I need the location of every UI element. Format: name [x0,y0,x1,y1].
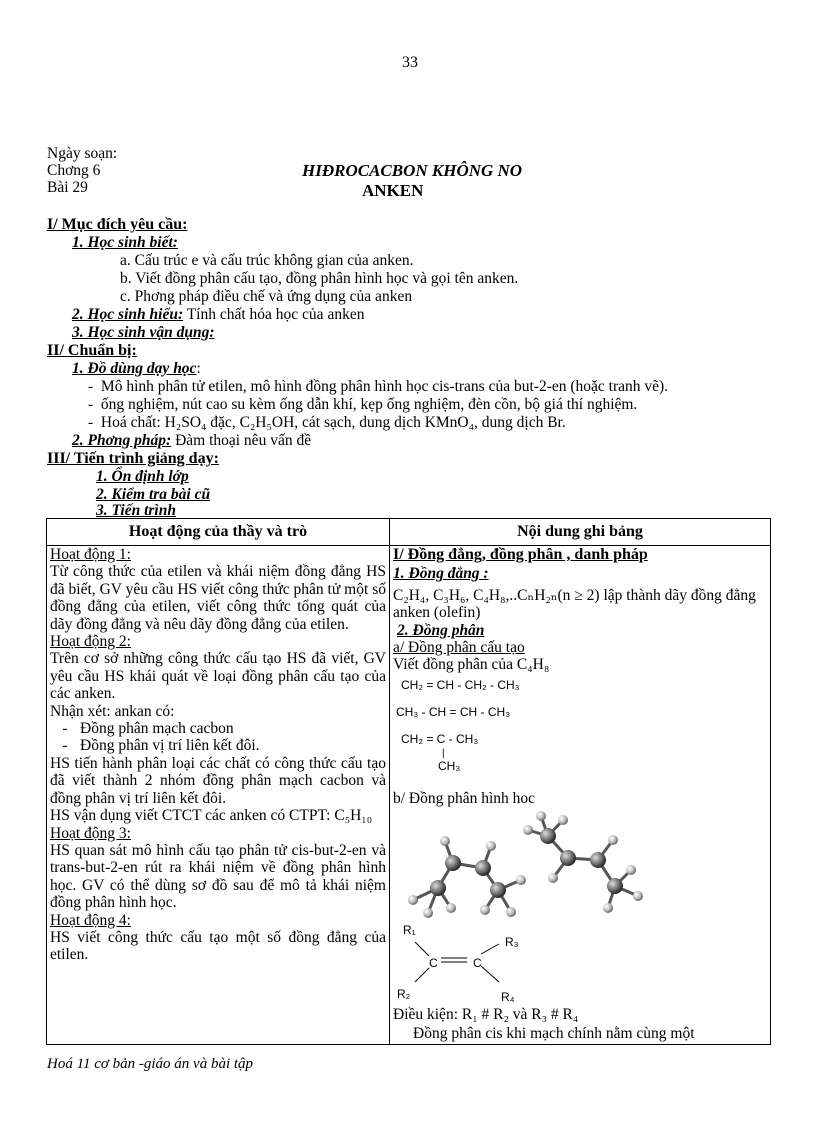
observation-label: Nhận xét: ankan có: [50,702,175,720]
section-1-sub-b: b. Viết đồng phân cấu tạo, đồng phân hình học và gọi tên anken. [120,270,519,287]
column-header-activities: Hoạt động của thầy và trò [47,519,390,546]
geometric-isomer-label: b/ Đồng phân hình hoc [393,790,536,807]
section-1-item-2 [72,306,364,324]
formula-branch-bond: | [442,748,445,759]
item-2-text: Tính chất hóa học của anken [183,306,365,323]
section-2-sub-1 [72,360,201,378]
activity-3-text: HS quan sát mô hình cấu tạo phân tử cis-but-2-en và trans-but-2-en rút ra khái niệm về đồng phân hình học. GV có thể dùng sơ đồ sau để mô tả khái niệm đồng phân hình học. [50,841,386,912]
cis-trans-models [393,808,767,938]
structural-isomer-text: Viết đồng phân của C₄H₈ [393,656,550,674]
activity-2-text-3: HS vận dụng viết CTCT các anken có CTPT: C₅H₁₀ [50,807,373,825]
activities-cell [47,546,390,1045]
observation-item: - Đồng phân mạch cacbon [62,720,234,738]
page-number: 33 [402,54,418,71]
scheme-r1: R₁ [403,923,416,937]
sub-2-label: 2. Phơng pháp: [72,432,172,449]
scheme-c1: C [429,956,438,970]
bullet-item: - ống nghiệm, nút cao su kèm ống dẫn khí, kẹp ống nghiệm, đèn cồn, bộ giá thí nghiệm. [88,396,638,413]
observation-text: Đồng phân vị trí liên kết đôi. [80,737,260,755]
section-1-item-3: 3. Học sinh vận dụng: [72,324,215,341]
homolog-label: 1. Đồng đẳng : [393,565,489,583]
section-3-item: 1. Ổn định lớp [96,468,189,485]
observation-text: Đồng phân mạch cacbon [80,720,234,738]
cis-definition-text: Đồng phân cis khi mạch chính nằm cùng một [413,1025,695,1042]
section-1-item-1: 1. Học sinh biết: [72,234,178,251]
page-footer: Hoá 11 cơ bản -giáo án và bài tập [47,1056,254,1072]
formula-4: CH₃ [438,759,461,773]
condition-text: Điều kiện: R₁ # R₂ và R₃ # R₄ [393,1006,579,1023]
scheme-c2: C [473,956,482,970]
activity-1-text: Từ công thức của etilen và khái niệm đồng đẳng HS đã biết, GV yêu cầu HS viết công thức phân tử một số đồng đẳng của etilen, viết công thức tổng quát của dãy đồng đẳng và nêu dãy đồng đẳng của etilen. [50,563,386,633]
bullet-item: - Hoá chất: H₂SO₄ đặc, C₂H₅OH, cát sạch, dung dịch KMnO₄, dung dịch Br. [88,414,566,431]
bullet-text: Mô hình phân tử etilen, mô hình đồng phân hình học cis-trans của but-2-en (hoặc tranh vẽ). [100,378,669,395]
cis-but-2-ene-model [413,841,521,913]
bullet-text: ống nghiệm, nút cao su kèm ống dẫn khí, kẹp ống nghiệm, đèn cồn, bộ giá thí nghiệm. [100,396,638,413]
bullet-text: Hoá chất: H₂SO₄ đặc, C₂H₅OH, cát sạch, dung dịch KMnO₄, dung dịch Br. [100,414,566,431]
formula-2: CH₃ - CH = CH - CH₃ [396,705,511,719]
activity-1-title: Hoạt động 1: [50,546,131,563]
homolog-text: C₂H₄, C₃H₆, C₄H₈,..CₙH₂ₙ(n ≥ 2) lập thành dãy đồng đẳng anken (olefin) [393,586,756,622]
activity-2-title: Hoạt động 2: [50,633,131,651]
activity-3-title: Hoạt động 3: [50,824,131,842]
content-heading: I/ Đồng đẳng, đồng phân , danh pháp [393,546,648,563]
structural-isomer-label: a/ Đồng phân cấu tạo [393,639,525,657]
sub-1-label: 1. Đồ dùng dạy học [72,360,197,377]
formula-1: CH₂ = CH - CH₂ - CH₃ [401,678,520,692]
isomer-label: 2. Đồng phân [397,621,485,639]
lesson-label: Bài 29 [47,179,88,196]
date-label: Ngày soạn: [47,145,118,162]
activity-2-text: Trên cơ sở những công thức cấu tạo HS đã viết, GV yêu cầu HS khái quát về loại đồng phân cấu tạo của các anken. [50,650,386,703]
section-3-item: 3. Tiến trình [96,502,176,519]
section-1-sub-c: c. Phơng pháp điều chế và ứng dụng của anken [120,288,413,305]
scheme-r4: R₄ [501,990,515,1004]
scheme-r2: R₂ [397,987,411,1001]
section-2-sub-2 [72,432,311,450]
scheme-bonds [393,926,533,1006]
chapter-label: Chơng 6 [47,162,101,179]
section-1-sub-a: a. Cấu trúc e và cấu trúc không gian của anken. [120,252,414,269]
activity-4-title: Hoạt động 4: [50,911,131,929]
bullet-item: - Mô hình phân tử etilen, mô hình đồng phân hình học cis-trans của but-2-en (hoặc tranh vẽ). [88,378,669,395]
observation-item: - Đồng phân vị trí liên kết đôi. [62,737,260,755]
formula-3: CH₂ = C - CH₃ [401,732,479,746]
section-3-item: 2. Kiểm tra bài cũ [96,486,211,503]
page-subtitle: ANKEN [362,181,424,200]
sub-1-colon: : [196,360,201,377]
content-cell [390,546,771,1045]
section-1-heading: I/ Mục đích yêu cầu: [47,216,188,233]
lesson-table [46,518,771,1045]
scheme-r3: R₃ [505,935,519,949]
section-3-heading: III/ Tiến trình giảng dạy: [47,450,219,467]
activity-2-text-2: HS tiến hành phân loại các chất có công thức cấu tạo đã viết thành 2 nhóm đồng phân mạch cacbon và đồng phân vị trí liên kết đôi. [50,754,386,807]
sub-2-text: Đàm thoại nêu vấn đề [171,432,312,449]
column-header-content: Nội dung ghi bảng [390,519,771,546]
item-2-label: 2. Học sinh hiểu: [72,306,184,323]
page-title: HIĐROCACBON KHÔNG NO [302,161,523,180]
section-2-heading: II/ Chuẩn bị: [47,342,137,359]
activity-4-text: HS viết công thức cấu tạo một số đồng đẳng của etilen. [50,928,386,964]
